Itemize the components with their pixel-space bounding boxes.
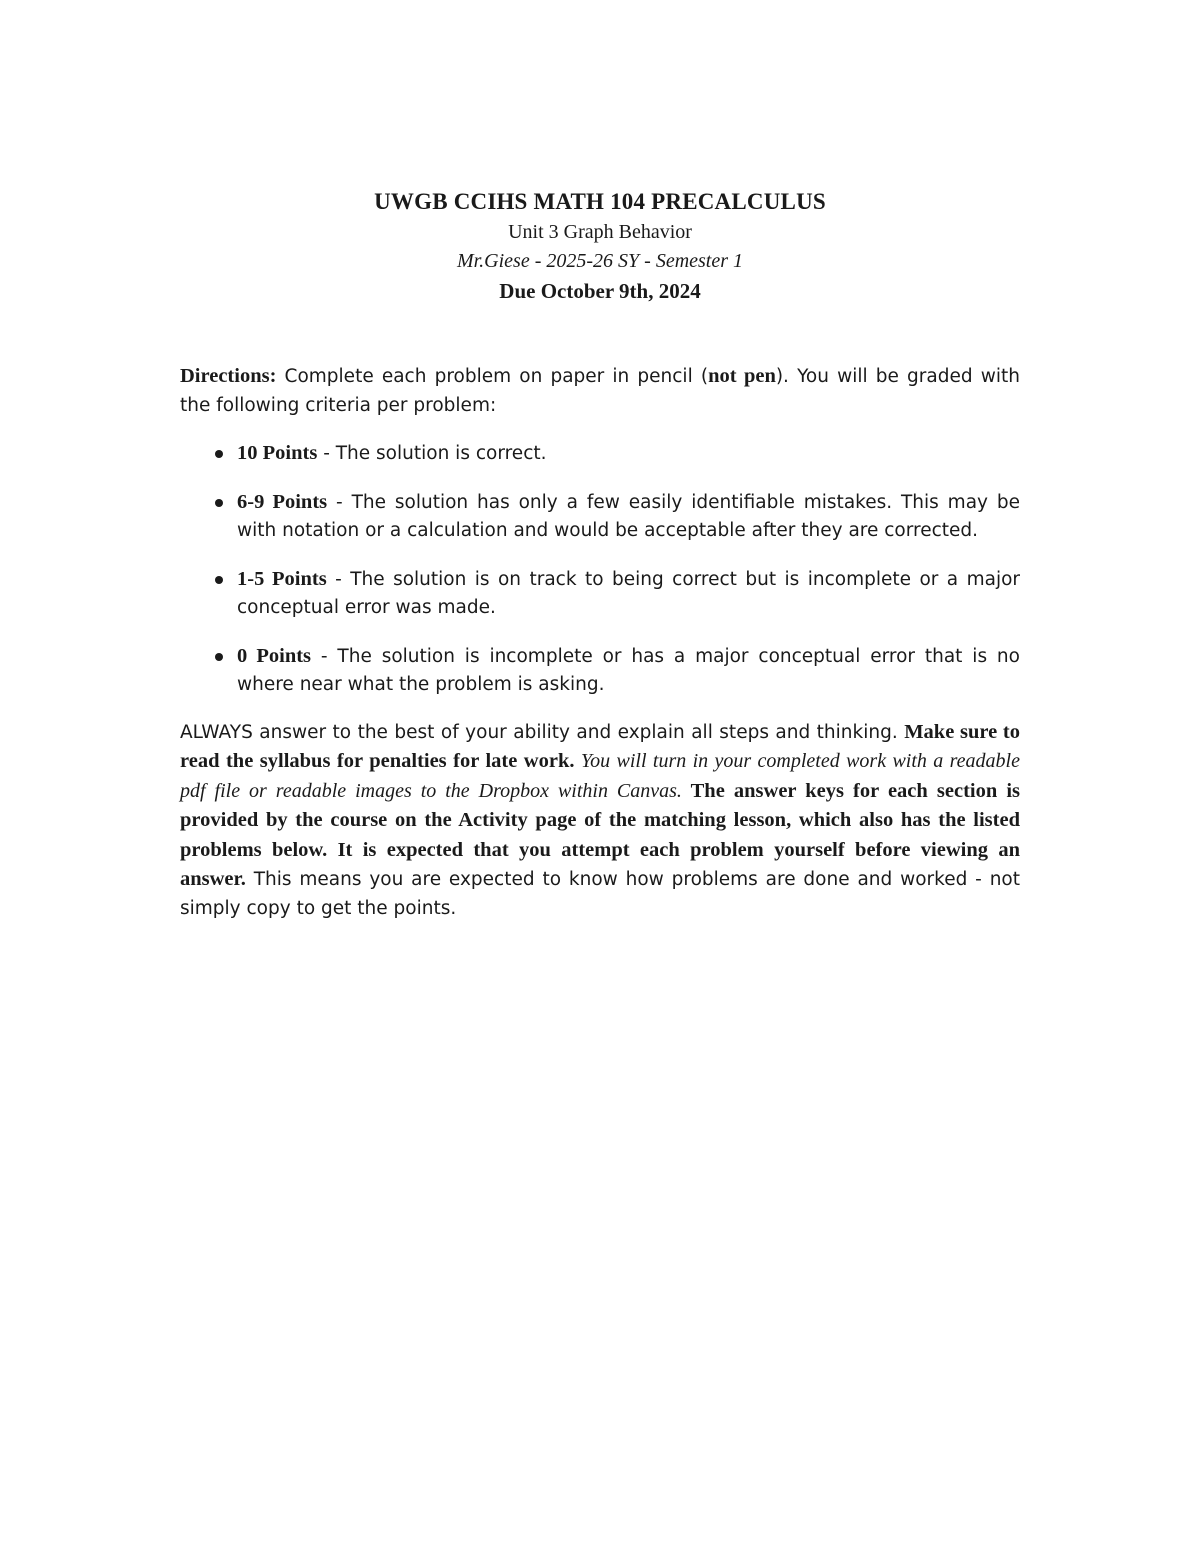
teacher-line: Mr.Giese - 2025-26 SY - Semester 1 — [456, 250, 744, 272]
list-item — [180, 439, 1020, 469]
course-title: UWGB CCIHS MATH 104 PRECALCULUS — [374, 189, 826, 214]
criteria-description: - The solution is on track to being correct but is incomplete or a major conceptual error was made. — [237, 568, 1021, 618]
directions-emphasis: not pen — [708, 365, 776, 387]
criteria-points: 6-9 Points — [237, 490, 328, 513]
closing-paragraph — [180, 718, 1020, 924]
unit-subtitle: Unit 3 Graph Behavior — [508, 221, 692, 243]
due-date: Due October 9th, 2024 — [499, 279, 701, 303]
criteria-description: - The solution is correct. — [317, 443, 547, 464]
list-item — [180, 488, 1020, 546]
criteria-description: - The solution is incomplete or has a major conceptual error that is no where near what the problem is asking. — [237, 645, 1020, 695]
directions-text-1: Complete each problem on paper in pencil ( — [276, 366, 709, 387]
document-body — [180, 362, 1020, 923]
document-header — [180, 186, 1020, 306]
closing-text-2: This means you are expected to know how problems are done and worked - not simply copy to get the points. — [180, 869, 1020, 919]
directions-text-2: ). You will be graded with the following criteria per problem: — [180, 366, 1020, 416]
bullet-icon — [215, 653, 223, 661]
list-item — [180, 565, 1020, 623]
bullet-icon — [215, 576, 223, 584]
criteria-description: - The solution has only a few easily identifiable mistakes. This may be with notation or a calculation and would be acceptable after they are corrected. — [237, 491, 1021, 541]
closing-bold-2: The answer keys for each section is provided by the course on the Activity page of the matching lesson, which also has the listed problems below. It is expected that you attempt each problem yourself before viewing an answer. — [180, 779, 1020, 890]
criteria-points: 1-5 Points — [237, 567, 327, 590]
directions-paragraph — [180, 362, 1020, 420]
criteria-points: 0 Points — [237, 644, 312, 667]
closing-bold-1: Make sure to read the syllabus for penalties for late work. — [180, 720, 1020, 772]
closing-italic-1: You will turn in your completed work with a readable pdf file or readable images to the Dropbox within Canvas. — [180, 750, 1020, 802]
bullet-icon — [215, 499, 223, 507]
directions-label: Directions: — [180, 365, 277, 387]
bullet-icon — [215, 450, 223, 458]
closing-text-1: ALWAYS answer to the best of your ability and explain all steps and thinking. — [180, 721, 905, 743]
list-item — [180, 642, 1020, 700]
criteria-points: 10 Points — [237, 442, 318, 464]
grading-criteria-list — [180, 439, 1020, 700]
